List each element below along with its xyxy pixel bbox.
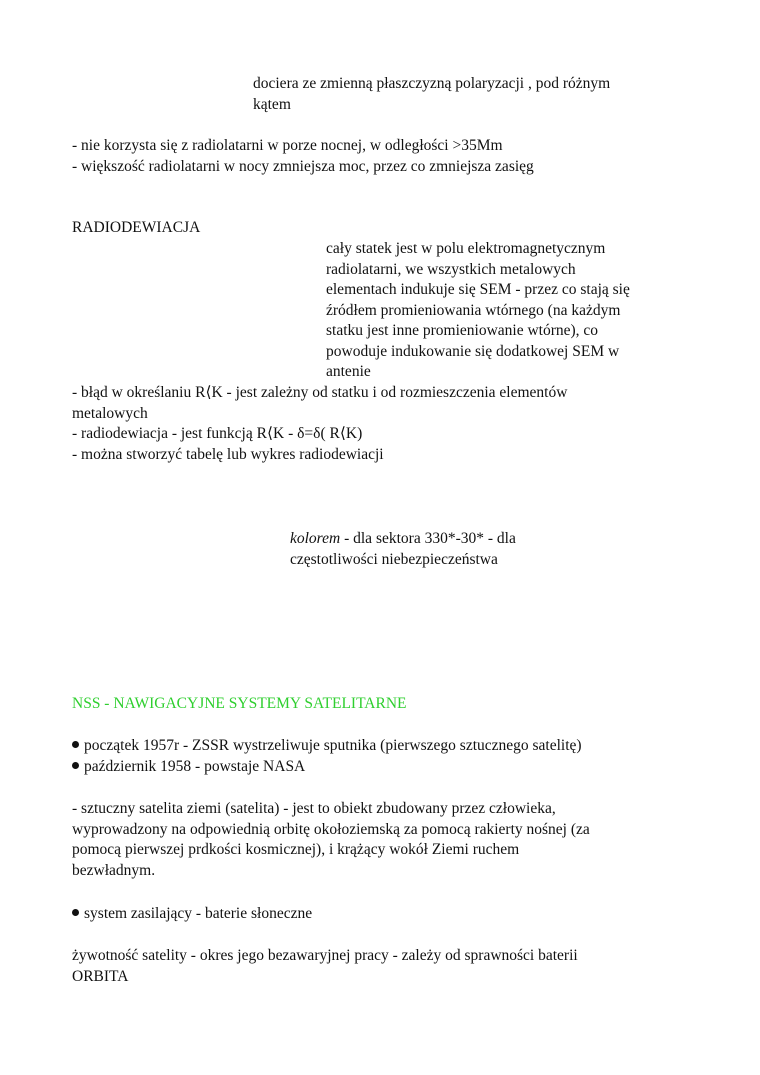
bullet-text: początek 1957r - ZSSR wystrzeliwuje sputnika (pierwszego sztucznego satelitę) bbox=[84, 737, 582, 754]
intro-line-1: dociera ze zmienną płaszczyzną polaryzacji , pod różnym bbox=[253, 75, 611, 92]
color-note-emphasis: kolorem bbox=[290, 530, 341, 547]
radiodeviation-explanation bbox=[326, 239, 630, 383]
explanation-line: powoduje indukowanie się dodatkowej SEM w bbox=[326, 342, 620, 360]
intro-paragraph bbox=[253, 74, 610, 115]
radiodeviation-heading bbox=[72, 218, 200, 239]
night-note-2: - większość radiolatarni w nocy zmniejsza moc, przez co zmniejsza zasięg bbox=[72, 157, 534, 175]
color-note-line-1 bbox=[290, 529, 516, 550]
definition-line: wyprowadzony na odpowiednią orbitę okołoziemską za pomocą rakierty nośnej (za bbox=[72, 820, 590, 838]
bullet-text: październik 1958 - powstaje NASA bbox=[84, 757, 306, 775]
radiodeviation-heading-text: RADIODEWIACJA bbox=[72, 219, 201, 236]
definition-line: bezwładnym. bbox=[72, 861, 156, 879]
lifetime-paragraph bbox=[72, 946, 578, 987]
color-note bbox=[290, 529, 516, 570]
night-note-1: - nie korzysta się z radiolatarni w porze nocnej, w odległości >35Mm bbox=[72, 137, 503, 154]
radiodeviation-note: - błąd w określaniu R⟨K - jest zależny od statku i od rozmieszczenia elementów bbox=[72, 384, 568, 401]
bullet-item bbox=[72, 736, 582, 757]
nss-history-bullets bbox=[72, 736, 582, 777]
radiodeviation-note: metalowych bbox=[72, 404, 148, 422]
radiodeviation-notes bbox=[72, 383, 567, 465]
explanation-line: źródłem promieniowania wtórnego (na każdym bbox=[326, 301, 621, 319]
nss-heading bbox=[72, 694, 407, 715]
night-notes bbox=[72, 136, 534, 177]
bullet-item bbox=[72, 757, 582, 778]
orbit-heading: ORBITA bbox=[72, 967, 129, 985]
nss-heading-text: NSS - NAWIGACYJNE SYSTEMY SATELITARNE bbox=[72, 695, 407, 712]
radiodeviation-note: - radiodewiacja - jest funkcją R⟨K - δ=δ( R⟨K) bbox=[72, 425, 363, 442]
explanation-line: antenie bbox=[326, 363, 371, 380]
bullet-icon bbox=[72, 741, 79, 748]
explanation-line: cały statek jest w polu elektromagnetycznym bbox=[326, 240, 606, 257]
bullet-icon bbox=[72, 909, 79, 916]
color-note-line-2: częstotliwości niebezpieczeństwa bbox=[290, 550, 498, 568]
definition-line: pomocą pierwszej prdkości kosmicznej), i krążący wokół Ziemi ruchem bbox=[72, 841, 520, 858]
explanation-line: elementach indukuje się SEM - przez co stają się bbox=[326, 281, 630, 298]
definition-line: - sztuczny satelita ziemi (satelita) - jest to obiekt zbudowany przez człowieka, bbox=[72, 800, 556, 817]
intro-line-2: kątem bbox=[253, 95, 291, 113]
explanation-line: radiolatarni, we wszystkich metalowych bbox=[326, 260, 576, 278]
bullet-text: system zasilający - baterie słoneczne bbox=[84, 905, 313, 922]
power-bullet bbox=[72, 904, 312, 925]
satellite-definition bbox=[72, 799, 590, 881]
lifetime-line: żywotność satelity - okres jego bezawaryjnej pracy - zależy od sprawności baterii bbox=[72, 947, 578, 964]
radiodeviation-note: - można stworzyć tabelę lub wykres radiodewiacji bbox=[72, 445, 384, 463]
bullet-item bbox=[72, 904, 312, 925]
color-note-rest: - dla sektora 330*-30* - dla bbox=[340, 530, 516, 547]
explanation-line: statku jest inne promieniowanie wtórne), co bbox=[326, 322, 599, 339]
bullet-icon bbox=[72, 762, 79, 769]
